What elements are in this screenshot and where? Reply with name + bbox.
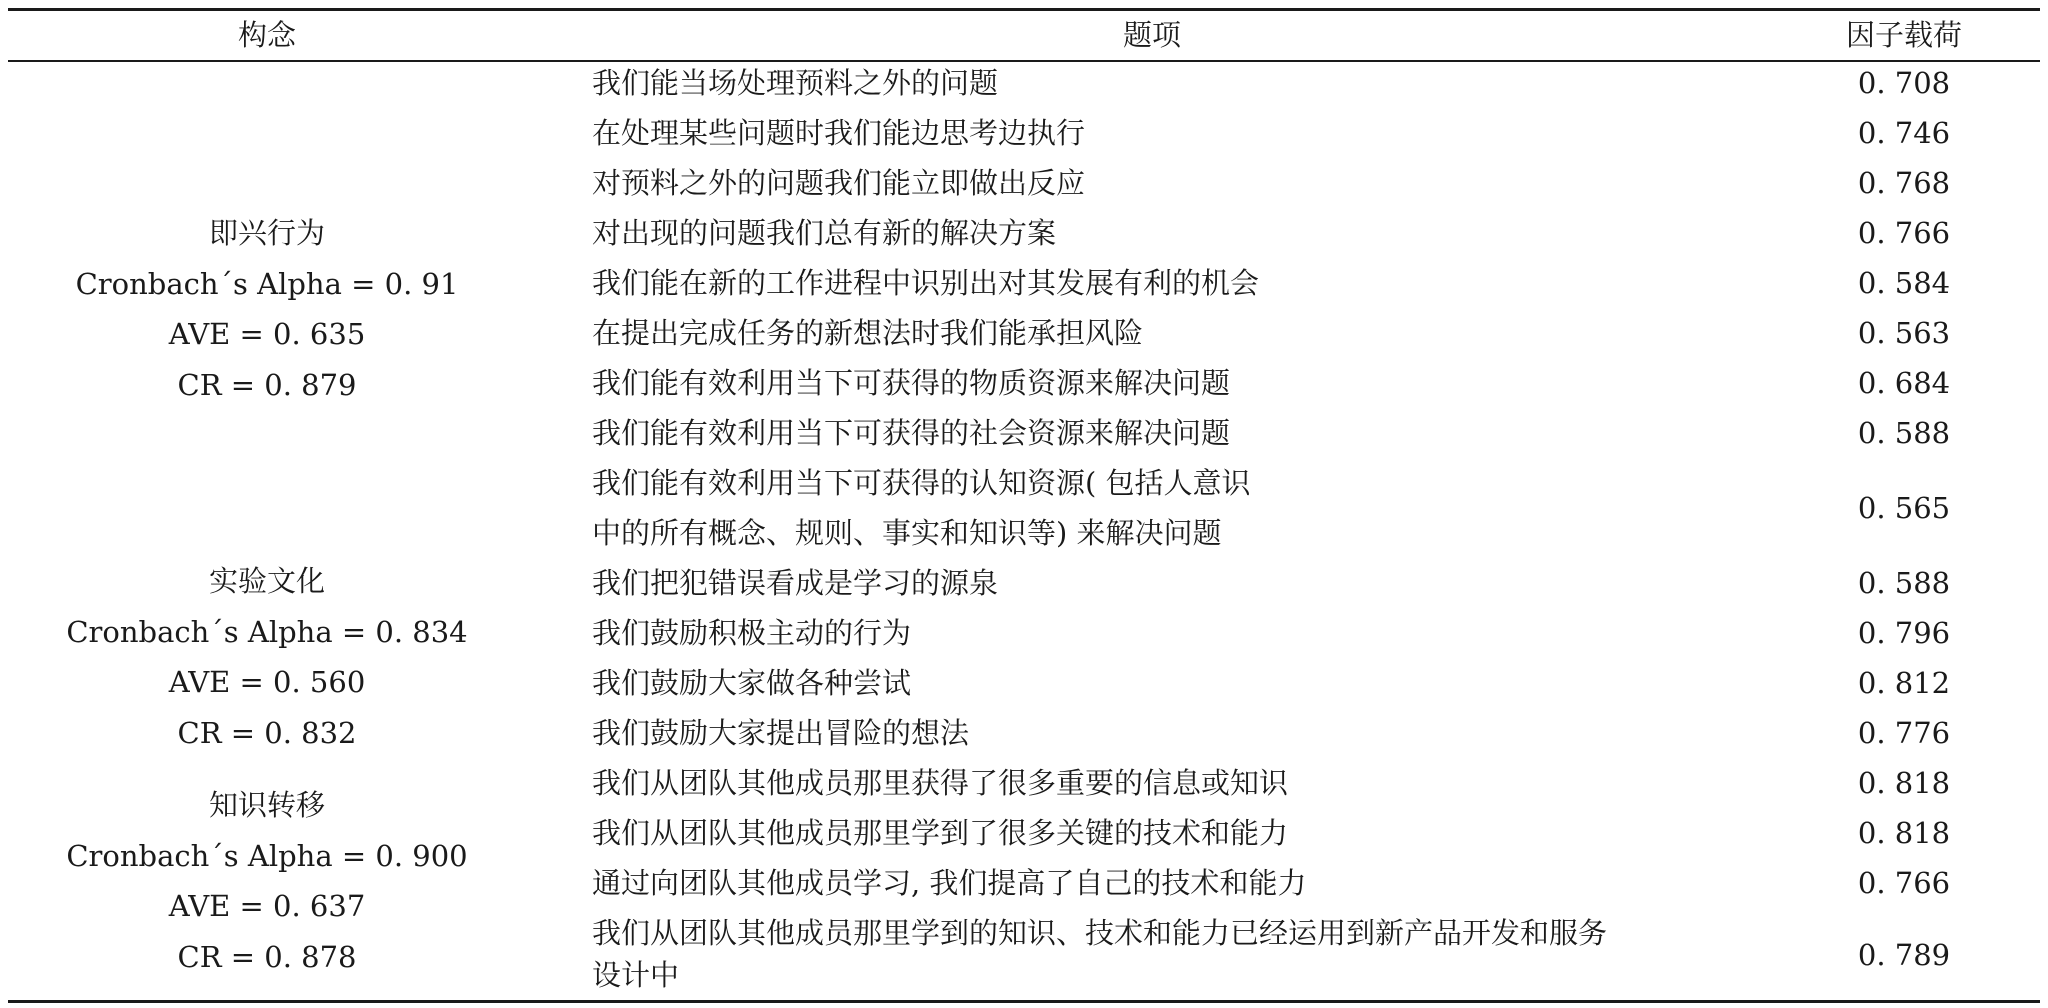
table-row-loading: 0. 584 — [1857, 266, 1951, 300]
table-row-loading: 0. 708 — [1857, 66, 1951, 100]
table-row-item: 我们鼓励大家做各种尝试 — [592, 666, 912, 700]
table-row-loading: 0. 684 — [1857, 366, 1951, 400]
construct-name: 实验文化 — [208, 564, 325, 598]
table-row-loading: 0. 818 — [1857, 816, 1951, 850]
table-row-loading: 0. 766 — [1857, 866, 1951, 900]
table-row-loading: 0. 565 — [1857, 491, 1951, 525]
factor-loading-table — [8, 8, 2040, 1002]
table-row-item: 我们能有效利用当下可获得的物质资源来解决问题 — [592, 366, 1231, 400]
construct-block — [8, 556, 526, 758]
table-row-loading: 0. 588 — [1857, 416, 1951, 450]
table-row-item: 我们从团队其他成员那里获得了很多重要的信息或知识 — [592, 766, 1289, 800]
construct-alpha: Cronbach´s Alpha = 0. 91 — [75, 266, 459, 301]
header-loading: 因子载荷 — [1845, 18, 1962, 52]
table-row-item-line1: 我们从团队其他成员那里学到的知识、技术和能力已经运用到新产品开发和服务 — [592, 916, 1608, 950]
table-row-loading: 0. 818 — [1857, 766, 1951, 800]
table-row-loading: 0. 789 — [1857, 938, 1951, 972]
header-item: 题项 — [1122, 18, 1181, 52]
table-row-item: 我们能当场处理预料之外的问题 — [592, 66, 999, 100]
table-row-item: 对预料之外的问题我们能立即做出反应 — [592, 166, 1086, 200]
table-row-item: 我们从团队其他成员那里学到了很多关键的技术和能力 — [592, 816, 1289, 850]
construct-name: 知识转移 — [208, 788, 325, 822]
table-row-item-line1: 我们能有效利用当下可获得的认知资源( 包括人意识 — [592, 466, 1251, 500]
construct-name: 即兴行为 — [208, 216, 325, 250]
table-row-item-line2: 中的所有概念、规则、事实和知识等) 来解决问题 — [592, 516, 1222, 550]
construct-ave: AVE = 0. 635 — [168, 317, 366, 351]
table-row-item: 我们能在新的工作进程中识别出对其发展有利的机会 — [592, 266, 1260, 300]
header-construct: 构念 — [237, 18, 296, 52]
table-row-loading: 0. 746 — [1857, 116, 1951, 150]
table-row-loading: 0. 776 — [1857, 716, 1951, 750]
construct-cr: CR = 0. 878 — [177, 939, 357, 974]
construct-alpha: Cronbach´s Alpha = 0. 900 — [66, 838, 468, 873]
table-row-item: 我们能有效利用当下可获得的社会资源来解决问题 — [592, 416, 1231, 450]
table-row-item: 在处理某些问题时我们能边思考边执行 — [592, 116, 1086, 150]
table-header-rule — [8, 60, 2040, 62]
table-row-loading: 0. 796 — [1857, 616, 1951, 650]
table-row-loading: 0. 766 — [1857, 216, 1951, 250]
table-row-item: 我们鼓励积极主动的行为 — [592, 616, 912, 650]
table-row-item-line2: 设计中 — [592, 958, 680, 992]
table-row-loading: 0. 768 — [1857, 166, 1951, 200]
table-row-item: 在提出完成任务的新想法时我们能承担风险 — [592, 316, 1144, 350]
table-row-loading: 0. 812 — [1857, 666, 1951, 700]
construct-alpha: Cronbach´s Alpha = 0. 834 — [66, 614, 468, 649]
table-row-loading: 0. 563 — [1857, 316, 1951, 350]
table-row-loading: 0. 588 — [1857, 566, 1951, 600]
table-bottom-rule — [8, 1000, 2040, 1003]
construct-cr: CR = 0. 879 — [177, 367, 357, 402]
table-row-item: 对出现的问题我们总有新的解决方案 — [592, 216, 1057, 250]
construct-block — [8, 208, 526, 410]
table-row-item: 通过向团队其他成员学习, 我们提高了自己的技术和能力 — [592, 866, 1307, 900]
table-row-item: 我们把犯错误看成是学习的源泉 — [592, 566, 999, 600]
construct-block — [8, 780, 526, 982]
construct-ave: AVE = 0. 637 — [168, 889, 366, 923]
construct-ave: AVE = 0. 560 — [168, 665, 366, 699]
construct-cr: CR = 0. 832 — [177, 715, 357, 750]
table-row-item: 我们鼓励大家提出冒险的想法 — [592, 716, 970, 750]
